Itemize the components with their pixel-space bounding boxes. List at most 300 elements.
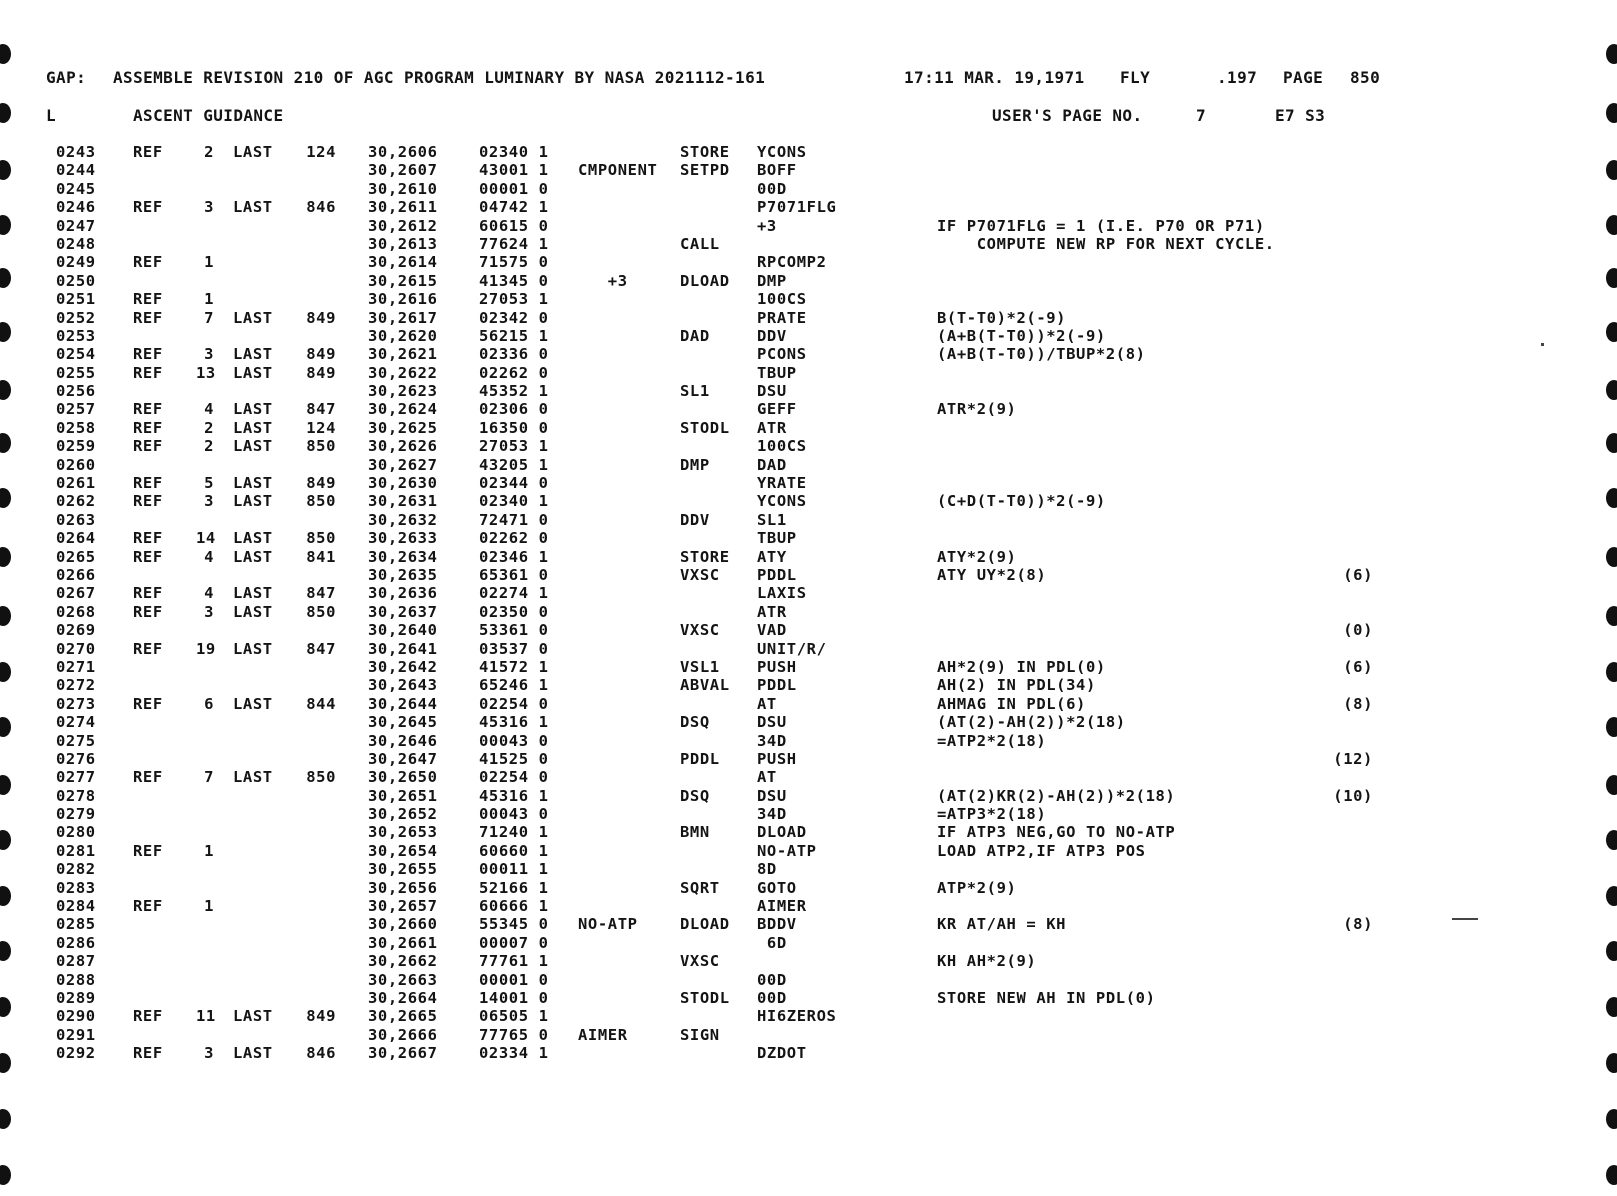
listing-row [0,345,1617,363]
last-keyword: LAST [233,1044,273,1063]
comment: (AT(2)KR(2)-AH(2))*2(18) [937,786,1176,805]
octal-word: 56215 1 [479,326,549,345]
operand: DSU [757,713,787,732]
listing-row [0,787,1617,805]
octal-word: 03537 0 [479,639,549,658]
pushdown-index: (6) [1343,657,1373,676]
header-gap-label: GAP: [46,68,87,87]
comment: ATP*2(9) [937,878,1017,897]
octal-word: 00001 0 [479,179,549,198]
section-letter: L [46,106,57,125]
ref-keyword: REF [133,198,163,217]
ref-keyword: REF [133,474,163,493]
operand: +3 [757,216,777,235]
listing-row [0,327,1617,345]
line-number: 0250 [56,271,96,290]
listing-row [0,419,1617,437]
ref-keyword: REF [133,253,163,272]
ref-count: 7 [204,308,214,327]
last-keyword: LAST [233,1007,273,1026]
last-line: 850 [306,437,336,456]
octal-word: 27053 1 [479,437,549,456]
octal-word: 02336 0 [479,345,549,364]
listing-row [0,584,1617,602]
section-title: ASCENT GUIDANCE [133,106,284,125]
listing-row [0,971,1617,989]
operand: 00D [757,988,787,1007]
users-page-label: USER'S PAGE NO. [992,106,1143,125]
ref-keyword: REF [133,345,163,364]
line-number: 0254 [56,345,96,364]
line-number: 0247 [56,216,96,235]
listing-row [0,768,1617,786]
ref-count: 19 [196,639,216,658]
address: 30,2661 [368,933,438,952]
ref-keyword: REF [133,290,163,309]
octal-word: 52166 1 [479,878,549,897]
line-number: 0270 [56,639,96,658]
comment: LOAD ATP2,IF ATP3 POS [937,841,1146,860]
ref-keyword: REF [133,143,163,161]
operand: BOFF [757,161,797,180]
address: 30,2667 [368,1044,438,1063]
listing-row [0,1007,1617,1025]
octal-word: 02342 0 [479,308,549,327]
octal-word: 02344 0 [479,474,549,493]
opcode: VXSC [680,621,720,640]
last-line: 849 [306,363,336,382]
last-line: 846 [306,1044,336,1063]
address: 30,2626 [368,437,438,456]
last-line: 849 [306,474,336,493]
line-number: 0269 [56,621,96,640]
address: 30,2615 [368,271,438,290]
line-number: 0281 [56,841,96,860]
last-keyword: LAST [233,198,273,217]
address: 30,2632 [368,510,438,529]
address: 30,2665 [368,1007,438,1026]
ref-count: 2 [204,143,214,161]
label: NO-ATP [578,915,638,934]
address: 30,2633 [368,529,438,548]
header-page-label: PAGE [1283,68,1324,87]
feed-hole [1606,44,1617,64]
octal-word: 43205 1 [479,455,549,474]
comment: =ATP3*2(18) [937,805,1047,824]
last-keyword: LAST [233,529,273,548]
address: 30,2657 [368,897,438,916]
octal-word: 77761 1 [479,952,549,971]
line-number: 0268 [56,602,96,621]
octal-word: 72471 0 [479,510,549,529]
last-line: 847 [306,584,336,603]
listing-row [0,217,1617,235]
ref-keyword: REF [133,1007,163,1026]
opcode: DDV [680,510,710,529]
ref-count: 5 [204,474,214,493]
line-number: 0256 [56,382,96,401]
line-number: 0245 [56,179,96,198]
opcode: CALL [680,234,720,253]
address: 30,2643 [368,676,438,695]
line-number: 0258 [56,418,96,437]
operand: AT [757,768,777,787]
address: 30,2660 [368,915,438,934]
opcode: DSQ [680,786,710,805]
address: 30,2663 [368,970,438,989]
operand: DAD [757,455,787,474]
listing-row [0,198,1617,216]
octal-word: 60615 0 [479,216,549,235]
address: 30,2644 [368,694,438,713]
operand: ATR [757,418,787,437]
line-number: 0277 [56,768,96,787]
stray-mark [1452,918,1478,920]
address: 30,2640 [368,621,438,640]
listing-row [0,842,1617,860]
header-page-number: 850 [1350,68,1381,87]
listing-row [0,456,1617,474]
listing-row [0,492,1617,510]
address: 30,2662 [368,952,438,971]
operand: YCONS [757,143,807,161]
octal-word: 45316 1 [479,786,549,805]
operand: LAXIS [757,584,807,603]
listing-row [0,437,1617,455]
address: 30,2653 [368,823,438,842]
address: 30,2646 [368,731,438,750]
opcode: STORE [680,143,730,161]
address: 30,2616 [368,290,438,309]
comment: (AT(2)-AH(2))*2(18) [937,713,1126,732]
address: 30,2650 [368,768,438,787]
feed-hole [0,44,11,64]
pushdown-index: (10) [1333,786,1373,805]
line-number: 0271 [56,657,96,676]
ref-keyword: REF [133,1044,163,1063]
line-number: 0264 [56,529,96,548]
address: 30,2654 [368,841,438,860]
listing-row [0,309,1617,327]
opcode: STORE [680,547,730,566]
operand: AT [757,694,777,713]
octal-word: 71575 0 [479,253,549,272]
line-number: 0280 [56,823,96,842]
last-keyword: LAST [233,547,273,566]
last-keyword: LAST [233,418,273,437]
listing-row [0,823,1617,841]
line-number: 0275 [56,731,96,750]
ref-count: 13 [196,363,216,382]
octal-word: 60666 1 [479,897,549,916]
operand: 100CS [757,437,807,456]
operand: UNIT/R/ [757,639,827,658]
opcode: VXSC [680,952,720,971]
ref-keyword: REF [133,639,163,658]
octal-word: 41572 1 [479,657,549,676]
octal-word: 60660 1 [479,841,549,860]
listing-row [0,934,1617,952]
line-number: 0260 [56,455,96,474]
operand: BDDV [757,915,797,934]
octal-word: 41525 0 [479,749,549,768]
octal-word: 55345 0 [479,915,549,934]
comment: (A+B(T-T0))/TBUP*2(8) [937,345,1146,364]
last-line: 124 [306,418,336,437]
address: 30,2614 [368,253,438,272]
octal-word: 71240 1 [479,823,549,842]
line-number: 0248 [56,234,96,253]
last-keyword: LAST [233,639,273,658]
assembly-listing [0,143,1617,1063]
line-number: 0251 [56,290,96,309]
address: 30,2627 [368,455,438,474]
last-keyword: LAST [233,602,273,621]
comment: AH(2) IN PDL(34) [937,676,1096,695]
address: 30,2637 [368,602,438,621]
line-number: 0284 [56,897,96,916]
line-number: 0263 [56,510,96,529]
comment: B(T-T0)*2(-9) [937,308,1067,327]
listing-row [0,548,1617,566]
operand: TBUP [757,363,797,382]
ref-count: 3 [204,345,214,364]
opcode: VSL1 [680,657,720,676]
last-keyword: LAST [233,400,273,419]
feed-hole [1606,1109,1617,1129]
comment: (A+B(T-T0))*2(-9) [937,326,1106,345]
octal-word: 00043 0 [479,805,549,824]
listing-row [0,529,1617,547]
operand: AIMER [757,897,807,916]
line-number: 0283 [56,878,96,897]
operand: 00D [757,179,787,198]
listing-row [0,805,1617,823]
last-line: 850 [306,602,336,621]
octal-word: 02262 0 [479,363,549,382]
listing-row [0,750,1617,768]
listing-row [0,860,1617,878]
ref-count: 4 [204,547,214,566]
operand: DSU [757,786,787,805]
operand: PDDL [757,676,797,695]
octal-word: 02306 0 [479,400,549,419]
opcode: DAD [680,326,710,345]
last-line: 124 [306,143,336,161]
listing-row [0,272,1617,290]
operand: 8D [757,860,777,879]
last-keyword: LAST [233,694,273,713]
listing-row [0,364,1617,382]
ref-count: 4 [204,584,214,603]
address: 30,2630 [368,474,438,493]
listing-row [0,879,1617,897]
comment: IF ATP3 NEG,GO TO NO-ATP [937,823,1176,842]
address: 30,2636 [368,584,438,603]
octal-word: 02340 1 [479,143,549,161]
line-number: 0290 [56,1007,96,1026]
operand: HI6ZEROS [757,1007,837,1026]
line-number: 0291 [56,1025,96,1044]
operand: NO-ATP [757,841,817,860]
operand: 34D [757,731,787,750]
comment: =ATP2*2(18) [937,731,1047,750]
line-number: 0289 [56,988,96,1007]
line-number: 0244 [56,161,96,180]
octal-word: 65246 1 [479,676,549,695]
address: 30,2623 [368,382,438,401]
operand: DDV [757,326,787,345]
line-number: 0262 [56,492,96,511]
ref-keyword: REF [133,418,163,437]
operand: DLOAD [757,823,807,842]
pushdown-index: (12) [1333,749,1373,768]
operand: PUSH [757,749,797,768]
label: CMPONENT [578,161,658,180]
octal-word: 04742 1 [479,198,549,217]
ref-keyword: REF [133,694,163,713]
opcode: SL1 [680,382,710,401]
operand: PDDL [757,565,797,584]
opcode: STODL [680,418,730,437]
feed-hole [0,1165,11,1185]
last-keyword: LAST [233,345,273,364]
opcode: DSQ [680,713,710,732]
operand: GEFF [757,400,797,419]
operand: TBUP [757,529,797,548]
octal-word: 27053 1 [479,290,549,309]
opcode: PDDL [680,749,720,768]
last-line: 846 [306,198,336,217]
listing-row [0,713,1617,731]
ref-keyword: REF [133,602,163,621]
octal-word: 02262 0 [479,529,549,548]
operand: PRATE [757,308,807,327]
ref-count: 2 [204,437,214,456]
listing-row [0,897,1617,915]
ref-count: 14 [196,529,216,548]
line-number: 0279 [56,805,96,824]
line-number: 0246 [56,198,96,217]
address: 30,2612 [368,216,438,235]
listing-row [0,640,1617,658]
feed-hole [1606,1165,1617,1185]
octal-word: 53361 0 [479,621,549,640]
listing-row [0,400,1617,418]
listing-row [0,915,1617,933]
line-number: 0287 [56,952,96,971]
opcode: BMN [680,823,710,842]
octal-word: 45316 1 [479,713,549,732]
line-number: 0272 [56,676,96,695]
opcode: SQRT [680,878,720,897]
listing-row [0,621,1617,639]
ref-keyword: REF [133,768,163,787]
ref-keyword: REF [133,547,163,566]
operand: P7071FLG [757,198,837,217]
feed-hole [0,103,11,123]
comment: (C+D(T-T0))*2(-9) [937,492,1106,511]
ref-keyword: REF [133,400,163,419]
ref-count: 1 [204,290,214,309]
operand: SL1 [757,510,787,529]
last-line: 850 [306,492,336,511]
ref-count: 7 [204,768,214,787]
operand: 00D [757,970,787,989]
address: 30,2634 [368,547,438,566]
line-number: 0273 [56,694,96,713]
line-number: 0267 [56,584,96,603]
last-line: 847 [306,639,336,658]
line-number: 0282 [56,860,96,879]
listing-row [0,676,1617,694]
operand: DZDOT [757,1044,807,1063]
listing-row [0,989,1617,1007]
line-number: 0243 [56,143,96,161]
line-number: 0292 [56,1044,96,1063]
address: 30,2656 [368,878,438,897]
address: 30,2610 [368,179,438,198]
listing-row [0,161,1617,179]
line-number: 0278 [56,786,96,805]
comment: AH*2(9) IN PDL(0) [937,657,1106,676]
listing-row [0,603,1617,621]
ref-count: 3 [204,198,214,217]
address: 30,2607 [368,161,438,180]
octal-word: 00043 0 [479,731,549,750]
header-timestamp: 17:11 MAR. 19,1971 [904,68,1085,87]
octal-word: 16350 0 [479,418,549,437]
octal-word: 02254 0 [479,768,549,787]
line-number: 0255 [56,363,96,382]
ref-count: 11 [196,1007,216,1026]
listing-row [0,695,1617,713]
listing-row [0,952,1617,970]
pushdown-index: (8) [1343,694,1373,713]
ref-keyword: REF [133,492,163,511]
last-line: 850 [306,529,336,548]
ref-count: 6 [204,694,214,713]
pushdown-index: (0) [1343,621,1373,640]
header-mode: FLY [1120,68,1151,87]
ref-count: 3 [204,492,214,511]
opcode: VXSC [680,565,720,584]
address: 30,2652 [368,805,438,824]
line-number: 0276 [56,749,96,768]
last-line: 850 [306,768,336,787]
octal-word: 02340 1 [479,492,549,511]
last-line: 849 [306,308,336,327]
line-number: 0285 [56,915,96,934]
comment: ATR*2(9) [937,400,1017,419]
address: 30,2666 [368,1025,438,1044]
listing-row [0,180,1617,198]
listing-row [0,511,1617,529]
listing-row [0,658,1617,676]
address: 30,2606 [368,143,438,161]
comment: COMPUTE NEW RP FOR NEXT CYCLE. [937,234,1275,253]
last-keyword: LAST [233,584,273,603]
address: 30,2645 [368,713,438,732]
last-keyword: LAST [233,308,273,327]
feed-hole [0,1109,11,1129]
ref-count: 1 [204,253,214,272]
line-number: 0259 [56,437,96,456]
octal-word: 02346 1 [479,547,549,566]
operand: 6D [757,933,787,952]
opcode: SIGN [680,1025,720,1044]
operand: PCONS [757,345,807,364]
